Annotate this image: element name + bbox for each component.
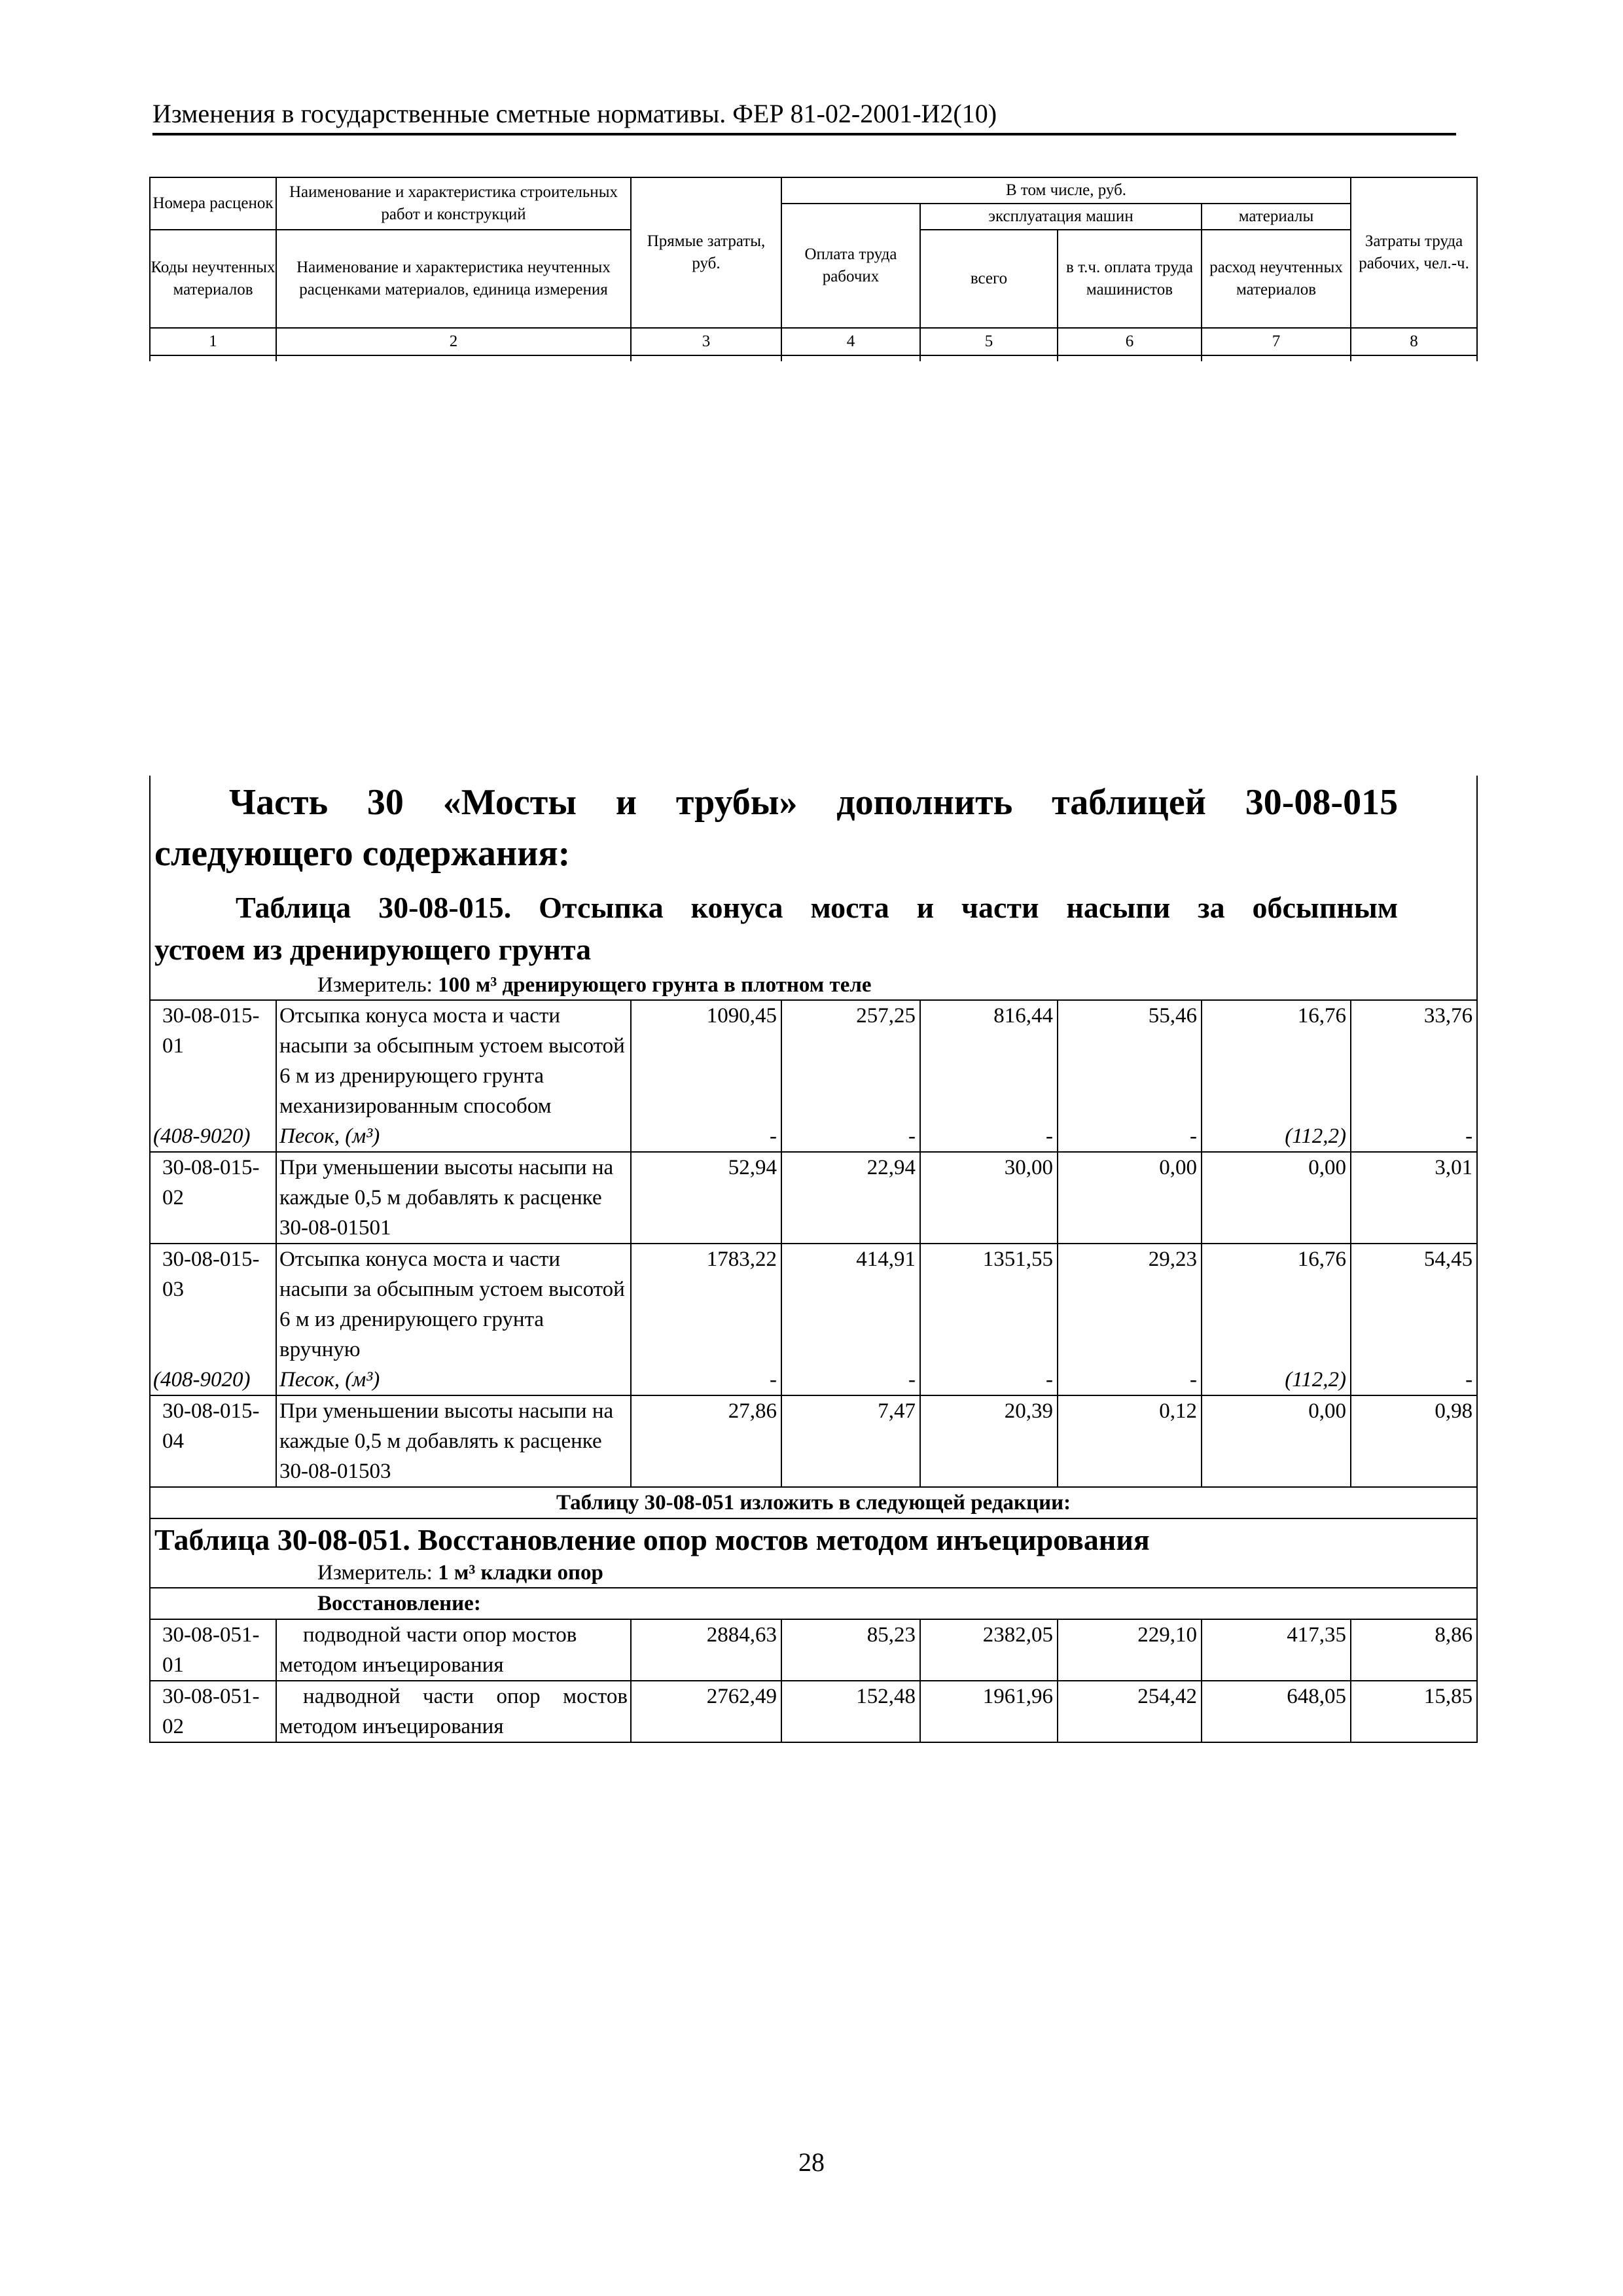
rate-name: При уменьшении высоты насыпи на каждые 0,5 м добавлять к расценке 30-08-01501 (276, 1152, 631, 1244)
labor-hours: 54,45 (1351, 1244, 1477, 1365)
table-row (150, 1619, 1477, 1681)
section1-heading-line1: Часть 30 «Мосты и трубы» дополнить таблицей 30-08-015 (229, 782, 1399, 823)
section1-heading-line2: следующего содержания: (154, 833, 571, 874)
group-label: Восстановление: (150, 1588, 1477, 1619)
machines-total: - (920, 1121, 1058, 1152)
labor-hours: - (1351, 1365, 1477, 1395)
col-group-including: В том числе, руб. (781, 177, 1351, 204)
rate-code: 30-08-015-02 (150, 1152, 276, 1244)
materials: 16,76 (1202, 1244, 1351, 1365)
col-num: 3 (631, 328, 781, 355)
col-work-name: Наименование и характеристика строительных работ и конструкций (276, 177, 631, 230)
col-materials: материалы (1202, 204, 1351, 230)
machines-total: - (920, 1365, 1058, 1395)
machinist-pay: 0,00 (1058, 1152, 1202, 1244)
col-worker-pay: Оплата труда рабочих (781, 204, 920, 328)
col-direct-costs: Прямые затраты, руб. (631, 177, 781, 328)
machinist-pay: - (1058, 1365, 1202, 1395)
machinist-pay: - (1058, 1121, 1202, 1152)
direct-costs: 2762,49 (631, 1681, 781, 1742)
machines-total: 1961,96 (920, 1681, 1058, 1742)
table-row (150, 1395, 1477, 1487)
material-name: Песок, (м³) (276, 1365, 631, 1395)
machinist-pay: 29,23 (1058, 1244, 1202, 1365)
col-num: 6 (1058, 328, 1202, 355)
table-row (150, 1152, 1477, 1244)
worker-pay: 152,48 (781, 1681, 920, 1742)
material-code: (408-9020) (150, 1121, 276, 1152)
col-num: 1 (150, 328, 276, 355)
direct-costs: 1090,45 (631, 1000, 781, 1121)
labor-hours: 0,98 (1351, 1395, 1477, 1487)
table-row (150, 1121, 1477, 1152)
col-material-codes: Коды неучтенных материалов (150, 230, 276, 328)
rate-name: Отсыпка конуса моста и части насыпи за обсыпным устоем высотой 6 м из дренирующего грунта вручную (276, 1244, 631, 1365)
table-015-measure: Измеритель: 100 м³ дренирующего грунта в плотном теле (317, 973, 872, 997)
rate-name: надводной части опор мостов методом инъецирования (276, 1681, 631, 1742)
rate-name: При уменьшении высоты насыпи на каждые 0,5 м добавлять к расценке 30-08-01503 (276, 1395, 631, 1487)
machinist-pay: 254,42 (1058, 1681, 1202, 1742)
rate-name: подводной части опор мостов методом инъецирования (276, 1619, 631, 1681)
materials: 417,35 (1202, 1619, 1351, 1681)
rate-code: 30-08-051-01 (150, 1619, 276, 1681)
labor-hours: 8,86 (1351, 1619, 1477, 1681)
table-015-title-line1: Таблица 30-08-015. Отсыпка конуса моста и части насыпи за обсыпным (236, 891, 1399, 924)
page-number: 28 (798, 2147, 825, 2177)
direct-costs: 1783,22 (631, 1244, 781, 1365)
machinist-pay: 0,12 (1058, 1395, 1202, 1487)
material-usage: (112,2) (1202, 1121, 1351, 1152)
machines-total: 816,44 (920, 1000, 1058, 1121)
table-row (150, 1000, 1477, 1121)
direct-costs: 2884,63 (631, 1619, 781, 1681)
material-code: (408-9020) (150, 1365, 276, 1395)
col-material-name: Наименование и характеристика неучтенных расценками материалов, единица измерения (276, 230, 631, 328)
machines-total: 1351,55 (920, 1244, 1058, 1365)
col-machines: эксплуатация машин (920, 204, 1202, 230)
labor-hours: 3,01 (1351, 1152, 1477, 1244)
table-015-title-line2: устоем из дренирующего грунта (154, 933, 592, 966)
worker-pay: 414,91 (781, 1244, 920, 1365)
rates-table (149, 776, 1478, 1743)
labor-hours: 15,85 (1351, 1681, 1477, 1742)
col-material-usage: расход неучтенных материалов (1202, 230, 1351, 328)
materials: 16,76 (1202, 1000, 1351, 1121)
worker-pay: 7,47 (781, 1395, 920, 1487)
rate-code: 30-08-051-02 (150, 1681, 276, 1742)
rate-code: 30-08-015-01 (150, 1000, 276, 1121)
col-num: 5 (920, 328, 1058, 355)
running-header: Изменения в государственные сметные нормативы. ФЕР 81-02-2001-И2(10) (152, 98, 1456, 135)
table-051-title: Таблица 30-08-051. Восстановление опор мостов методом инъецирования (154, 1523, 1150, 1556)
col-num: 2 (276, 328, 631, 355)
col-rate-numbers: Номера расценок (150, 177, 276, 230)
col-machines-total: всего (920, 230, 1058, 328)
rate-code: 30-08-015-03 (150, 1244, 276, 1365)
worker-pay: 85,23 (781, 1619, 920, 1681)
col-machinist-pay: в т.ч. оплата труда машинистов (1058, 230, 1202, 328)
table-row (150, 1365, 1477, 1395)
machines-total: 2382,05 (920, 1619, 1058, 1681)
machinist-pay: 55,46 (1058, 1000, 1202, 1121)
direct-costs: 52,94 (631, 1152, 781, 1244)
worker-pay: 22,94 (781, 1152, 920, 1244)
materials: 0,00 (1202, 1395, 1351, 1487)
worker-pay: - (781, 1365, 920, 1395)
materials: 0,00 (1202, 1152, 1351, 1244)
table-051-measure: Измеритель: 1 м³ кладки опор (317, 1561, 603, 1585)
col-num: 7 (1202, 328, 1351, 355)
direct-costs: - (631, 1365, 781, 1395)
material-usage: (112,2) (1202, 1365, 1351, 1395)
column-header-table (149, 177, 1478, 361)
rate-code: 30-08-015-04 (150, 1395, 276, 1487)
col-num: 4 (781, 328, 920, 355)
section2-heading: Таблицу 30-08-051 изложить в следующей редакции: (150, 1487, 1477, 1518)
col-num: 8 (1351, 328, 1477, 355)
labor-hours: - (1351, 1121, 1477, 1152)
labor-hours: 33,76 (1351, 1000, 1477, 1121)
materials: 648,05 (1202, 1681, 1351, 1742)
table-row (150, 1681, 1477, 1742)
col-labor-hours: Затраты труда рабочих, чел.-ч. (1351, 177, 1477, 328)
worker-pay: - (781, 1121, 920, 1152)
machinist-pay: 229,10 (1058, 1619, 1202, 1681)
machines-total: 30,00 (920, 1152, 1058, 1244)
rate-name: Отсыпка конуса моста и части насыпи за обсыпным устоем высотой 6 м из дренирующего грунта механизированным способом (276, 1000, 631, 1121)
worker-pay: 257,25 (781, 1000, 920, 1121)
material-name: Песок, (м³) (276, 1121, 631, 1152)
machines-total: 20,39 (920, 1395, 1058, 1487)
table-row (150, 1244, 1477, 1365)
direct-costs: - (631, 1121, 781, 1152)
direct-costs: 27,86 (631, 1395, 781, 1487)
